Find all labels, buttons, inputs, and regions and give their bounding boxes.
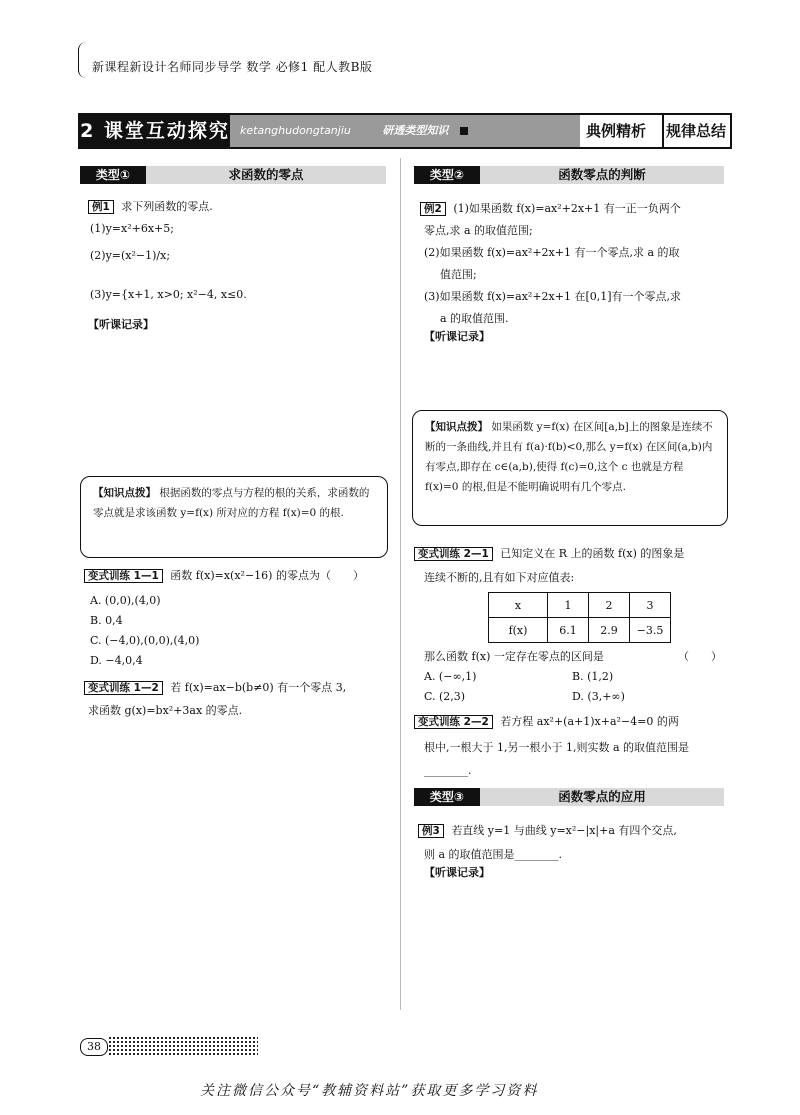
example3-notes: 【听课记录】 [424, 866, 490, 879]
example2-l5: (3)如果函数 f(x)=ax²+2x+1 在[0,1]有一个零点,求 [424, 290, 682, 303]
value-table [488, 592, 671, 643]
knowledge-body-2: 如果函数 y=f(x) 在区间[a,b]上的图象是连续不断的一条曲线,并且有 f(a)·f(b)<0,那么 y=f(x) 在区间(a,b)内有零点,即存在 c∈(a,b),使得 f(c)=0,这个 c 也就是方程 f(x)=0 的根,但是不能明确说明有几个零点. [425, 421, 713, 493]
variant-1-1-option-d: D. −4,0,4 [90, 654, 143, 667]
type3-bar [414, 788, 724, 806]
variant-2-2-l1: 若方程 ax²+(a+1)x+a²−4=0 的两 [500, 715, 679, 728]
variant-1-2-tag: 变式训练 1—2 [84, 681, 163, 695]
variant-2-2-l3: ________. [424, 764, 472, 777]
variant-2-1-option-b: B. (1,2) [572, 670, 614, 683]
example2-l2: 零点,求 a 的取值范围; [424, 224, 533, 237]
knowledge-body: 根据函数的零点与方程的根的关系，求函数的零点就是求该函数 y=f(x) 所对应的方程 f(x)=0 的根. [93, 487, 370, 519]
promo-line: 关注微信公众号“教辅资料站”获取更多学习资料 [200, 1083, 539, 1099]
page-header: 新课程新设计名师同步导学 数学 必修1 配人教B版 [92, 60, 373, 74]
variant-2-1-l1: 已知定义在 R 上的函数 f(x) 的图象是 [500, 547, 685, 560]
example3-l1: 若直线 y=1 与曲线 y=x²−|x|+a 有四个交点, [451, 824, 677, 837]
variant-2-1-option-d: D. (3,+∞) [572, 690, 625, 703]
variant-1-1-tag: 变式训练 1—1 [84, 569, 163, 583]
example2 [420, 200, 681, 218]
knowledge-box-1 [80, 476, 388, 558]
variant-2-1 [414, 545, 684, 563]
type3-title: 函数零点的应用 [558, 789, 646, 804]
example1-tag: 例1 [88, 200, 114, 214]
table-cell: 6.1 [548, 618, 589, 643]
column-divider [400, 158, 401, 1010]
table-cell: 2 [589, 593, 630, 618]
variant-1-2-line2: 求函数 g(x)=bx²+3ax 的零点. [88, 704, 243, 717]
variant-2-1-option-a: A. (−∞,1) [424, 670, 477, 683]
type2-bar [414, 166, 724, 184]
table-cell: 2.9 [589, 618, 630, 643]
knowledge-box-2 [412, 410, 728, 526]
tag-typical-examples: 典例精析 [585, 122, 646, 140]
example3-l2: 则 a 的取值范围是________. [424, 848, 563, 861]
variant-1-2 [84, 679, 346, 697]
footer-dot-pattern [108, 1036, 258, 1056]
page-number-box [80, 1038, 108, 1056]
variant-2-2-tag: 变式训练 2—2 [414, 715, 493, 729]
variant-1-1-option-a: A. (0,0),(4,0) [90, 594, 161, 607]
tag-rule-summary: 规律总结 [662, 115, 728, 147]
example2-l4: 值范围; [440, 268, 477, 281]
variant-1-2-line1: 若 f(x)=ax−b(b≠0) 有一个零点 3, [170, 681, 347, 694]
variant-2-2-l2: 根中,一根大于 1,另一根小于 1,则实数 a 的取值范围是 [424, 741, 690, 754]
variant-2-1-l2: 连续不断的,且有如下对应值表: [424, 571, 575, 584]
section-slogan: 研透类型知识 [382, 124, 449, 137]
variant-1-1 [84, 567, 364, 585]
variant-2-1-tag: 变式训练 2—1 [414, 547, 493, 561]
example1-item-1: (1)y=x²+6x+5; [90, 222, 174, 235]
example1-item-3: (3)y={x+1, x>0; x²−4, x≤0. [90, 288, 247, 301]
example2-l3: (2)如果函数 f(x)=ax²+2x+1 有一个零点,求 a 的取 [424, 246, 680, 259]
example3 [418, 822, 677, 840]
variant-2-1-question: 那么函数 f(x) 一定存在零点的区间是 [424, 650, 604, 663]
type2-label: 类型② [414, 166, 480, 184]
section-pinyin: ketanghudongtanjiu [240, 124, 351, 137]
example2-tag: 例2 [420, 202, 446, 216]
square-icon [460, 127, 468, 135]
variant-2-1-option-c: C. (2,3) [424, 690, 466, 703]
knowledge-head-2: 【知识点拨】 [425, 421, 488, 433]
variant-2-1-paren: （ ） [678, 650, 722, 663]
example3-tag: 例3 [418, 824, 444, 838]
section-title: 2 课堂互动探究 [80, 115, 230, 147]
example1-notes: 【听课记录】 [88, 318, 154, 331]
table-cell: 3 [630, 593, 671, 618]
variant-1-1-text: 函数 f(x)=x(x²−16) 的零点为（ ） [170, 569, 364, 582]
type1-bar [80, 166, 386, 184]
type2-title: 函数零点的判断 [558, 167, 646, 182]
example2-l6: a 的取值范围. [440, 312, 509, 325]
type3-label: 类型③ [414, 788, 480, 806]
type1-label: 类型① [80, 166, 146, 184]
section-band [78, 113, 732, 149]
table-cell: 1 [548, 593, 589, 618]
example1-item-2: (2)y=(x²−1)/x; [90, 249, 171, 262]
table-cell: x [489, 593, 548, 618]
knowledge-head: 【知识点拨】 [93, 487, 156, 499]
example2-l1: (1)如果函数 f(x)=ax²+2x+1 有一正一负两个 [453, 202, 681, 215]
value-table-row [489, 618, 671, 643]
header-bracket [78, 42, 87, 78]
variant-1-1-option-c: C. (−4,0),(0,0),(4,0) [90, 634, 200, 647]
section-subtitle [230, 115, 580, 147]
value-table-row [489, 593, 671, 618]
variant-2-2 [414, 713, 679, 731]
example2-notes: 【听课记录】 [424, 330, 490, 343]
example1 [88, 198, 213, 216]
page-number: 38 [87, 1040, 101, 1053]
table-cell: f(x) [489, 618, 548, 643]
example1-lead: 求下列函数的零点. [121, 200, 213, 213]
type1-title: 求函数的零点 [228, 167, 304, 182]
variant-1-1-option-b: B. 0,4 [90, 614, 123, 627]
table-cell: −3.5 [630, 618, 671, 643]
